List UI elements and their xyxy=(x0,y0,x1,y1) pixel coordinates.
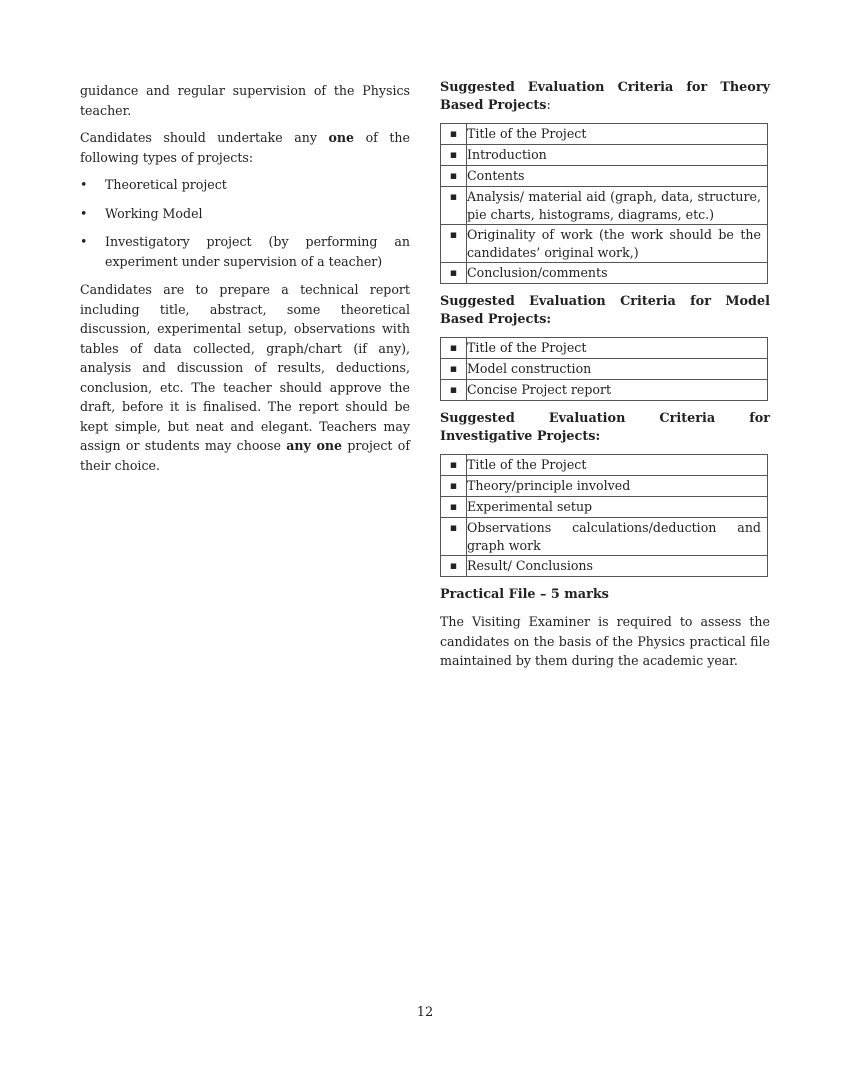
report-text-bold: any one xyxy=(286,438,343,453)
square-bullet-icon: ▪ xyxy=(441,225,467,263)
table-row xyxy=(441,225,768,263)
left-column xyxy=(80,81,410,483)
table-row xyxy=(441,124,768,145)
model-criteria-heading: Suggested Evaluation Criteria for Model Based Projects: xyxy=(440,294,770,327)
practical-file-paragraph: The Visiting Examiner is required to assess the candidates on the basis of the Physics practical file maintained by them during the academic year. xyxy=(440,614,770,668)
candidates-text-bold: one xyxy=(328,130,355,145)
square-bullet-icon: ▪ xyxy=(441,518,467,556)
criteria-text: Title of the Project xyxy=(467,124,768,145)
square-bullet-icon: ▪ xyxy=(441,380,467,401)
square-bullet-icon: ▪ xyxy=(441,124,467,145)
candidates-text-pre: Candidates should undertake any xyxy=(80,130,329,145)
square-bullet-icon: ▪ xyxy=(441,556,467,577)
square-bullet-icon: ▪ xyxy=(441,476,467,497)
practical-file-heading: Practical File – 5 marks xyxy=(440,587,609,602)
investigative-criteria-heading: Suggested Evaluation Criteria for Investigative Projects: xyxy=(440,411,770,444)
theory-criteria-heading xyxy=(440,79,770,115)
criteria-text: Contents xyxy=(467,166,768,187)
square-bullet-icon: ▪ xyxy=(441,145,467,166)
criteria-text: Introduction xyxy=(467,145,768,166)
report-text-post: project of their choice. xyxy=(80,438,410,473)
square-bullet-icon: ▪ xyxy=(441,455,467,476)
table-row xyxy=(441,263,768,284)
criteria-text: Analysis/ material aid (graph, data, structure, pie charts, histograms, diagrams, etc.) xyxy=(467,187,768,225)
criteria-text: Conclusion/comments xyxy=(467,263,768,284)
square-bullet-icon: ▪ xyxy=(441,497,467,518)
theory-heading-text: Suggested Evaluation Criteria for Theory Based Projects xyxy=(440,80,770,113)
table-row xyxy=(441,380,768,401)
table-row xyxy=(441,145,768,166)
theory-heading-suffix: : xyxy=(546,98,551,113)
criteria-text: Title of the Project xyxy=(467,455,768,476)
square-bullet-icon: ▪ xyxy=(441,263,467,284)
continued-paragraph: guidance and regular supervision of the Physics teacher. xyxy=(80,83,410,118)
criteria-text: Result/ Conclusions xyxy=(467,556,768,577)
criteria-text: Title of the Project xyxy=(467,338,768,359)
table-row xyxy=(441,476,768,497)
criteria-text: Experimental setup xyxy=(467,497,768,518)
table-row xyxy=(441,359,768,380)
table-row xyxy=(441,497,768,518)
right-column xyxy=(440,79,770,679)
list-item: • Theoretical project xyxy=(80,175,410,195)
criteria-text: Concise Project report xyxy=(467,380,768,401)
criteria-text: Originality of work (the work should be the candidates’ original work,) xyxy=(467,225,768,263)
project-types-list xyxy=(80,175,410,271)
investigative-criteria-table xyxy=(440,454,768,577)
report-text-pre: Candidates are to prepare a technical report including title, abstract, some theoretical discussion, experimental setup, observations with tables of data collected, graph/chart (if any), analysis and discussion of results, deductions, conclusion, etc. The teacher should approve the draft, before it is finalised. The report should be kept simple, but neat and elegant. Teachers may assign or students may choose xyxy=(80,282,410,453)
table-row xyxy=(441,455,768,476)
list-item: • Working Model xyxy=(80,204,410,224)
table-row xyxy=(441,166,768,187)
report-paragraph xyxy=(80,280,410,475)
candidates-paragraph xyxy=(80,128,410,167)
criteria-text: Theory/principle involved xyxy=(467,476,768,497)
model-criteria-table xyxy=(440,337,768,401)
square-bullet-icon: ▪ xyxy=(441,187,467,225)
table-row xyxy=(441,338,768,359)
table-row xyxy=(441,518,768,556)
list-item: • Investigatory project (by performing an experiment under supervision of a teacher) xyxy=(80,232,410,271)
criteria-text: Model construction xyxy=(467,359,768,380)
square-bullet-icon: ▪ xyxy=(441,338,467,359)
square-bullet-icon: ▪ xyxy=(441,359,467,380)
candidates-text-post: of the following types of projects: xyxy=(80,130,410,165)
table-row xyxy=(441,187,768,225)
square-bullet-icon: ▪ xyxy=(441,166,467,187)
table-row xyxy=(441,556,768,577)
criteria-text: Observations calculations/deduction and graph work xyxy=(467,518,768,556)
page-number: 12 xyxy=(416,1005,434,1020)
theory-criteria-table xyxy=(440,123,768,284)
